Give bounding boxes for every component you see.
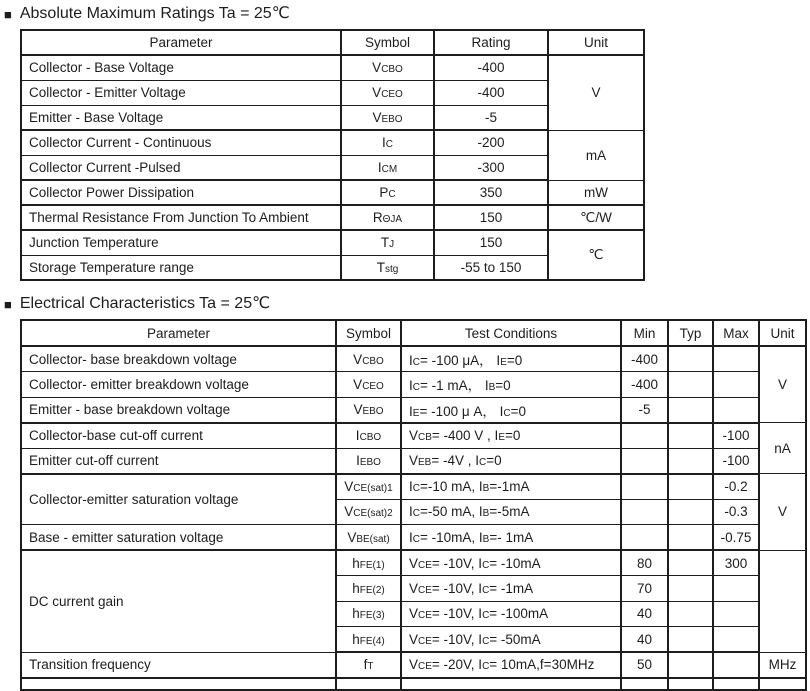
- min-cell: [621, 423, 668, 449]
- electrical-characteristics-section-title: [4, 295, 810, 313]
- min-cell: -400: [621, 372, 668, 398]
- min-cell: 50: [621, 652, 668, 678]
- parameter-cell: Junction Temperature: [21, 230, 341, 255]
- black-square-icon: ■: [4, 296, 12, 312]
- symbol-cell: VEBO: [341, 105, 434, 130]
- conditions-cell: IC=-10 mA, IB=-1mA: [401, 474, 621, 500]
- symbol-cell: IC: [341, 130, 434, 155]
- symbol-cell: fT: [336, 652, 401, 678]
- parameter-cell: Transition frequency: [21, 652, 336, 678]
- max-cell: [713, 652, 759, 678]
- header-symbol: Symbol: [336, 320, 401, 346]
- conditions-cell: IC= -1 mA， IB=0: [401, 372, 621, 398]
- rating-cell: 150: [434, 230, 548, 255]
- unit-cell: V: [548, 55, 644, 130]
- section-title-text: Electrical Characteristics Ta = 25℃: [19, 295, 271, 312]
- parameter-cell: Collector - Base Voltage: [21, 55, 341, 80]
- symbol-cell: hFE(4): [336, 627, 401, 653]
- max-cell: 300: [713, 550, 759, 576]
- parameter-cell: Emitter cut-off current: [21, 448, 336, 474]
- symbol-cell: hFE(3): [336, 601, 401, 627]
- min-cell: 40: [621, 627, 668, 653]
- max-cell: -100: [713, 448, 759, 474]
- symbol-cell: VCE(sat)1: [336, 474, 401, 500]
- header-max: Max: [713, 320, 759, 346]
- symbol-cell: Tstg: [341, 255, 434, 280]
- min-cell: -5: [621, 397, 668, 423]
- header-unit: Unit: [759, 320, 806, 346]
- table-row: [21, 346, 806, 372]
- table-row: [21, 652, 806, 678]
- parameter-cell: Thermal Resistance From Junction To Ambient: [21, 205, 341, 230]
- header-min: Min: [621, 320, 668, 346]
- table-row: [21, 550, 806, 576]
- rating-cell: -400: [434, 55, 548, 80]
- min-cell: 70: [621, 576, 668, 602]
- symbol-cell: IEBO: [336, 448, 401, 474]
- rating-cell: 350: [434, 180, 548, 205]
- black-square-icon: ■: [4, 6, 12, 22]
- conditions-cell: IC=-50 mA, IB=-5mA: [401, 499, 621, 525]
- table-row: [21, 423, 806, 449]
- max-cell: [713, 601, 759, 627]
- conditions-cell: VEB= -4V , IC=0: [401, 448, 621, 474]
- max-cell: [713, 627, 759, 653]
- conditions-cell: VCE= -10V, IC= -100mA: [401, 601, 621, 627]
- parameter-cell: Base - emitter saturation voltage: [21, 525, 336, 551]
- min-cell: [621, 499, 668, 525]
- max-cell: -0.2: [713, 474, 759, 500]
- parameter-cell: Collector Power Dissipation: [21, 180, 341, 205]
- header-parameter: Parameter: [21, 320, 336, 346]
- header-row: [21, 30, 644, 55]
- table-row: [21, 372, 806, 398]
- symbol-cell: VEBO: [336, 397, 401, 423]
- parameter-cell: Collector Current -Pulsed: [21, 155, 341, 180]
- symbol-cell: VCEO: [336, 372, 401, 398]
- table-row: [21, 55, 644, 80]
- symbol-cell: VBE(sat): [336, 525, 401, 551]
- parameter-cell: Collector- emitter breakdown voltage: [21, 372, 336, 398]
- rating-cell: -55 to 150: [434, 255, 548, 280]
- absolute-maximum-ratings-table: [20, 29, 645, 281]
- max-cell: [713, 346, 759, 372]
- rating-cell: -400: [434, 80, 548, 105]
- parameter-cell: Storage Temperature range: [21, 255, 341, 280]
- conditions-cell: VCE= -10V, IC= -1mA: [401, 576, 621, 602]
- symbol-cell: TJ: [341, 230, 434, 255]
- typ-cell: [668, 627, 713, 653]
- parameter-cell: Collector-base cut-off current: [21, 423, 336, 449]
- conditions-cell: VCE= -10V, IC= -50mA: [401, 627, 621, 653]
- typ-cell: [668, 372, 713, 398]
- conditions-cell: IC= -100 μA， IE=0: [401, 346, 621, 372]
- table-row: [21, 230, 644, 255]
- table-row: [21, 448, 806, 474]
- min-cell: 80: [621, 550, 668, 576]
- max-cell: -100: [713, 423, 759, 449]
- parameter-cell: Collector-emitter saturation voltage: [21, 474, 336, 525]
- min-cell: [621, 448, 668, 474]
- table-row: [21, 130, 644, 155]
- typ-cell: [668, 423, 713, 449]
- min-cell: [621, 525, 668, 551]
- table-row: [21, 525, 806, 551]
- conditions-cell: VCE= -10V, IC= -10mA: [401, 550, 621, 576]
- header-rating: Rating: [434, 30, 548, 55]
- typ-cell: [668, 474, 713, 500]
- symbol-cell: PC: [341, 180, 434, 205]
- typ-cell: [668, 397, 713, 423]
- parameter-cell: DC current gain: [21, 550, 336, 652]
- unit-cell: V: [759, 346, 806, 423]
- conditions-cell: IC= -10mA, IB=- 1mA: [401, 525, 621, 551]
- max-cell: [713, 372, 759, 398]
- rating-cell: -300: [434, 155, 548, 180]
- rating-cell: -200: [434, 130, 548, 155]
- symbol-cell: VCE(sat)2: [336, 499, 401, 525]
- symbol-cell: hFE(2): [336, 576, 401, 602]
- header-unit: Unit: [548, 30, 644, 55]
- header-typ: Typ: [668, 320, 713, 346]
- min-cell: [621, 474, 668, 500]
- typ-cell: [668, 448, 713, 474]
- typ-cell: [668, 601, 713, 627]
- rating-cell: -5: [434, 105, 548, 130]
- typ-cell: [668, 499, 713, 525]
- symbol-cell: ICBO: [336, 423, 401, 449]
- unit-cell: MHz: [759, 652, 806, 678]
- header-test-conditions: Test Conditions: [401, 320, 621, 346]
- symbol-cell: VCEO: [341, 80, 434, 105]
- unit-cell: nA: [759, 423, 806, 474]
- typ-cell: [668, 652, 713, 678]
- symbol-cell: VCBO: [336, 346, 401, 372]
- parameter-cell: Emitter - base breakdown voltage: [21, 397, 336, 423]
- max-cell: -0.75: [713, 525, 759, 551]
- typ-cell: [668, 576, 713, 602]
- max-cell: [713, 576, 759, 602]
- header-symbol: Symbol: [341, 30, 434, 55]
- parameter-cell: Collector - Emitter Voltage: [21, 80, 341, 105]
- rating-cell: 150: [434, 205, 548, 230]
- parameter-cell: Collector Current - Continuous: [21, 130, 341, 155]
- symbol-cell: RΘJA: [341, 205, 434, 230]
- unit-cell: ℃: [548, 230, 644, 280]
- min-cell: 40: [621, 601, 668, 627]
- section-title-text: Absolute Maximum Ratings Ta = 25℃: [19, 5, 290, 22]
- header-row: [21, 320, 806, 346]
- max-cell: [713, 397, 759, 423]
- table-row: [21, 397, 806, 423]
- table-row: [21, 180, 644, 205]
- unit-cell: mA: [548, 130, 644, 180]
- conditions-cell: VCE= -20V, IC= 10mA,f=30MHz: [401, 652, 621, 678]
- typ-cell: [668, 346, 713, 372]
- parameter-cell: Collector- base breakdown voltage: [21, 346, 336, 372]
- abs-max-section-title: [4, 5, 810, 23]
- unit-cell: [759, 550, 806, 652]
- symbol-cell: ICM: [341, 155, 434, 180]
- unit-cell: ℃/W: [548, 205, 644, 230]
- table-row: [21, 205, 644, 230]
- header-parameter: Parameter: [21, 30, 341, 55]
- unit-cell: V: [759, 474, 806, 551]
- conditions-cell: IE= -100 μ A， IC=0: [401, 397, 621, 423]
- electrical-characteristics-table: [20, 319, 807, 691]
- conditions-cell: VCB= -400 V , IE=0: [401, 423, 621, 449]
- min-cell: -400: [621, 346, 668, 372]
- typ-cell: [668, 525, 713, 551]
- unit-cell: mW: [548, 180, 644, 205]
- datasheet-page: [0, 5, 810, 689]
- table-row: [21, 474, 806, 500]
- typ-cell: [668, 550, 713, 576]
- symbol-cell: hFE(1): [336, 550, 401, 576]
- symbol-cell: VCBO: [341, 55, 434, 80]
- max-cell: -0.3: [713, 499, 759, 525]
- parameter-cell: Emitter - Base Voltage: [21, 105, 341, 130]
